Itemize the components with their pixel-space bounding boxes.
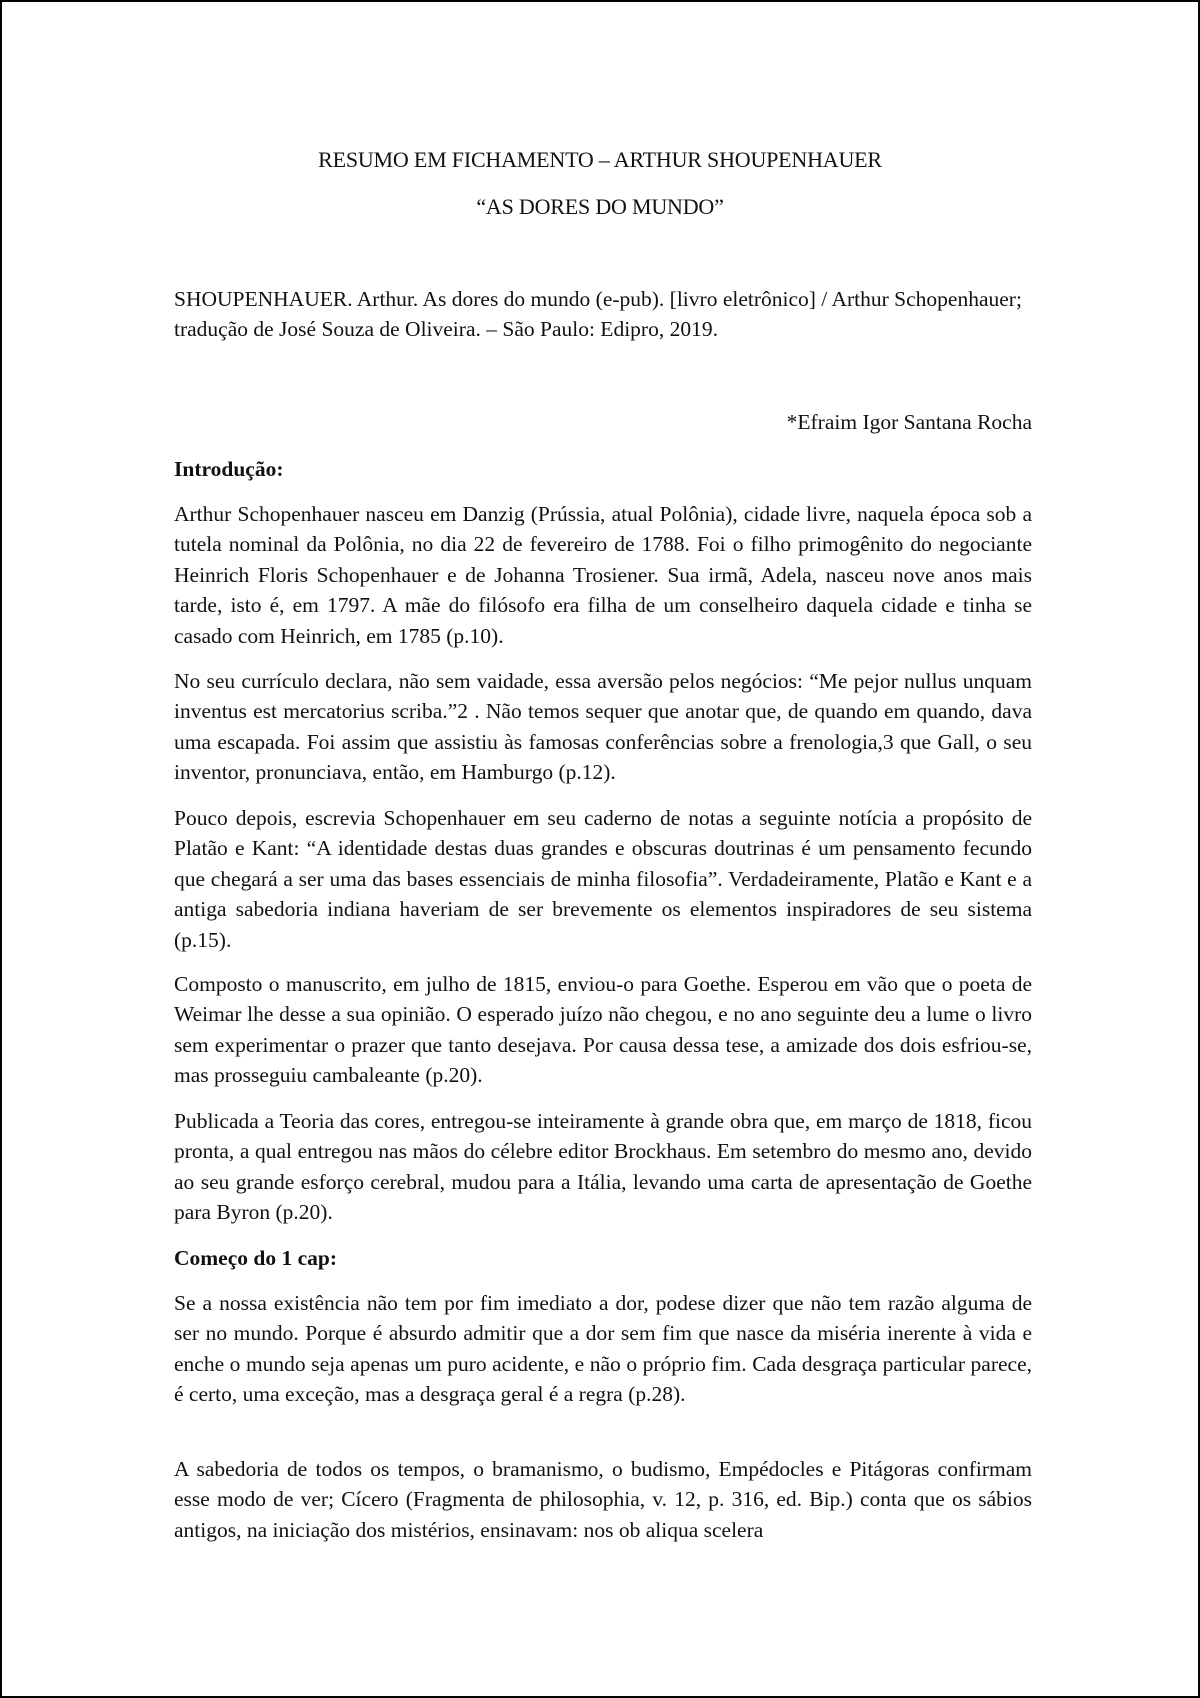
- section-heading-chapter-1: Começo do 1 cap:: [174, 1246, 338, 1270]
- paragraph: Se a nossa existência não tem por fim imediato a dor, podese dizer que não tem razão alguma de ser no mundo. Porque é absurdo admitir que a dor sem fim que nasce da miséria inerente à vida e enche o mundo seja apenas um puro acidente, e não o próprio fim. Cada desgraça particular parece, é certo, uma exceção, mas a desgraça geral é a regra (p.28).: [174, 1291, 1032, 1407]
- paragraph: A sabedoria de todos os tempos, o bramanismo, o budismo, Empédocles e Pitágoras confirmam esse modo de ver; Cícero (Fragmenta de philosophia, v. 12, p. 316, ed. Bip.) conta que os sábios antigos, na iniciação dos mistérios, ensinavam: nos ob aliqua scelera: [174, 1457, 1032, 1542]
- paragraph: Publicada a Teoria das cores, entregou-se inteiramente à grande obra que, em março de 1818, ficou pronta, a qual entregou nas mãos do célebre editor Brockhaus. Em setembro do mesmo ano, devido ao seu grande esforço cerebral, mudou para a Itália, levando uma carta de apresentação de Goethe para Byron (p.20).: [174, 1109, 1032, 1225]
- author-name: *Efraim Igor Santana Rocha: [786, 410, 1032, 434]
- bibliographic-reference: SHOUPENHAUER. Arthur. As dores do mundo (e-pub). [livro eletrônico] / Arthur Schopenhauer; tradução de José Souza de Oliveira. – São Paulo: Edipro, 2019.: [174, 287, 1022, 342]
- paragraph: Composto o manuscrito, em julho de 1815, enviou-o para Goethe. Esperou em vão que o poeta de Weimar lhe desse a sua opinião. O esperado juízo não chegou, e no ano seguinte deu a lume o livro sem experimentar o prazer que tanto desejava. Por causa dessa tese, a amizade dos dois esfriou-se, mas prosseguiu cambaleante (p.20).: [174, 972, 1032, 1088]
- paragraph: Pouco depois, escrevia Schopenhauer em seu caderno de notas a seguinte notícia a propósito de Platão e Kant: “A identidade destas duas grandes e obscuras doutrinas é um pensamento fecundo que chegará a ser uma das bases essenciais de minha filosofia”. Verdadeiramente, Platão e Kant e a antiga sabedoria indiana haveriam de ser brevemente os elementos inspiradores de seu sistema (p.15).: [174, 806, 1032, 952]
- document-subtitle: “AS DORES DO MUNDO”: [476, 194, 724, 219]
- paragraph: Arthur Schopenhauer nasceu em Danzig (Prússia, atual Polônia), cidade livre, naquela época sob a tutela nominal da Polônia, no dia 22 de fevereiro de 1788. Foi o filho primogênito do negociante Heinrich Floris Schopenhauer e de Johanna Trosiener. Sua irmã, Adela, nasceu nove anos mais tarde, isto é, em 1797. A mãe do filósofo era filha de um conselheiro daquela cidade e tinha se casado com Heinrich, em 1785 (p.10).: [174, 502, 1032, 648]
- section-heading-introducao: Introdução:: [174, 457, 284, 481]
- document-title: RESUMO EM FICHAMENTO – ARTHUR SHOUPENHAUER: [318, 147, 882, 172]
- paragraph: No seu currículo declara, não sem vaidade, essa aversão pelos negócios: “Me pejor nullus unquam inventus est mercatorius scriba.”2 . Não temos sequer que anotar que, de quando em quando, dava uma escapada. Foi assim que assistiu às famosas conferências sobre a frenologia,3 que Gall, o seu inventor, pronunciava, então, em Hamburgo (p.12).: [174, 669, 1032, 785]
